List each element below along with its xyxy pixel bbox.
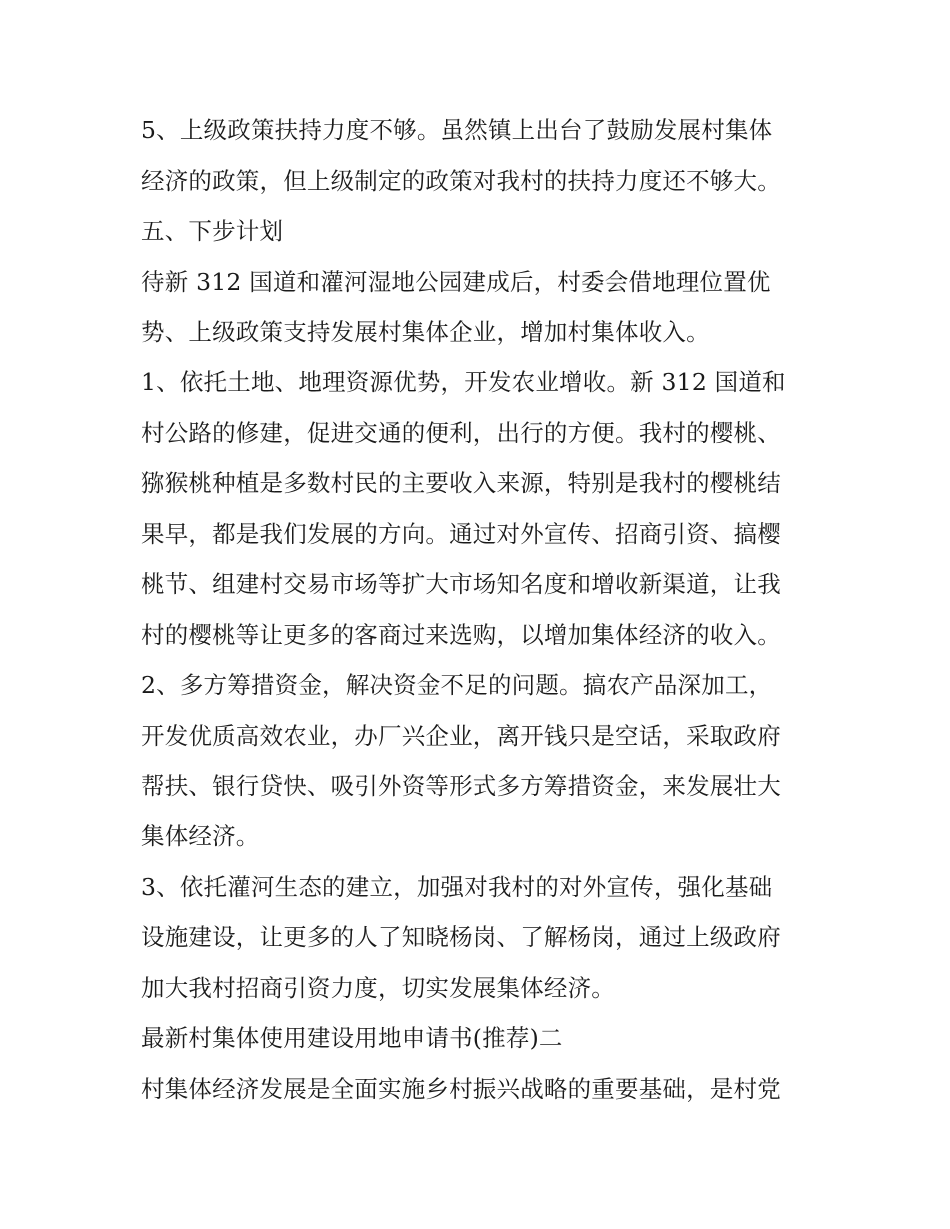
text-line: 村公路的修建，促进交通的便利，出行的方便。我村的樱桃、 (141, 419, 781, 447)
text-line: 猕猴桃种植是多数村民的主要收入来源，特别是我村的樱桃结 (141, 469, 781, 497)
text-line: 帮扶、银行贷快、吸引外资等形式多方筹措资金，来发展壮大 (141, 772, 781, 800)
text-line: 3、依托灌河生态的建立，加强对我村的对外宣传，强化基础 (141, 873, 773, 901)
text-line: 村的樱桃等让更多的客商过来选购，以增加集体经济的收入。 (141, 621, 781, 649)
text-line: 加大我村招商引资力度，切实发展集体经济。 (141, 974, 615, 1002)
text-line: 桃节、组建村交易市场等扩大市场知名度和增收新渠道，让我 (141, 570, 781, 598)
text-line: 势、上级政策支持发展村集体企业，增加村集体收入。 (141, 318, 710, 346)
text-line: 2、多方筹措资金，解决资金不足的问题。搞农产品深加工， (141, 671, 773, 699)
text-line: 待新 312 国道和灌河湿地公园建成后，村委会借地理位置优 (141, 268, 771, 296)
text-line: 设施建设，让更多的人了知晓杨岗、了解杨岗，通过上级政府 (141, 923, 781, 951)
text-line: 1、依托土地、地理资源优势，开发农业增收。新 312 国道和 (141, 368, 786, 396)
section-heading: 五、下步计划 (141, 217, 284, 245)
document-subtitle: 最新村集体使用建设用地申请书(推荐)二 (141, 1024, 563, 1052)
text-line: 集体经济。 (141, 822, 260, 850)
text-line: 5、上级政策扶持力度不够。虽然镇上出台了鼓励发展村集体 (141, 116, 773, 144)
text-line: 果早，都是我们发展的方向。通过对外宣传、招商引资、搞樱 (141, 520, 781, 548)
text-line: 村集体经济发展是全面实施乡村振兴战略的重要基础，是村党 (141, 1075, 781, 1103)
text-line: 经济的政策，但上级制定的政策对我村的扶持力度还不够大。 (141, 167, 781, 195)
text-line: 开发优质高效农业，办厂兴企业，离开钱只是空话，采取政府 (141, 722, 781, 750)
